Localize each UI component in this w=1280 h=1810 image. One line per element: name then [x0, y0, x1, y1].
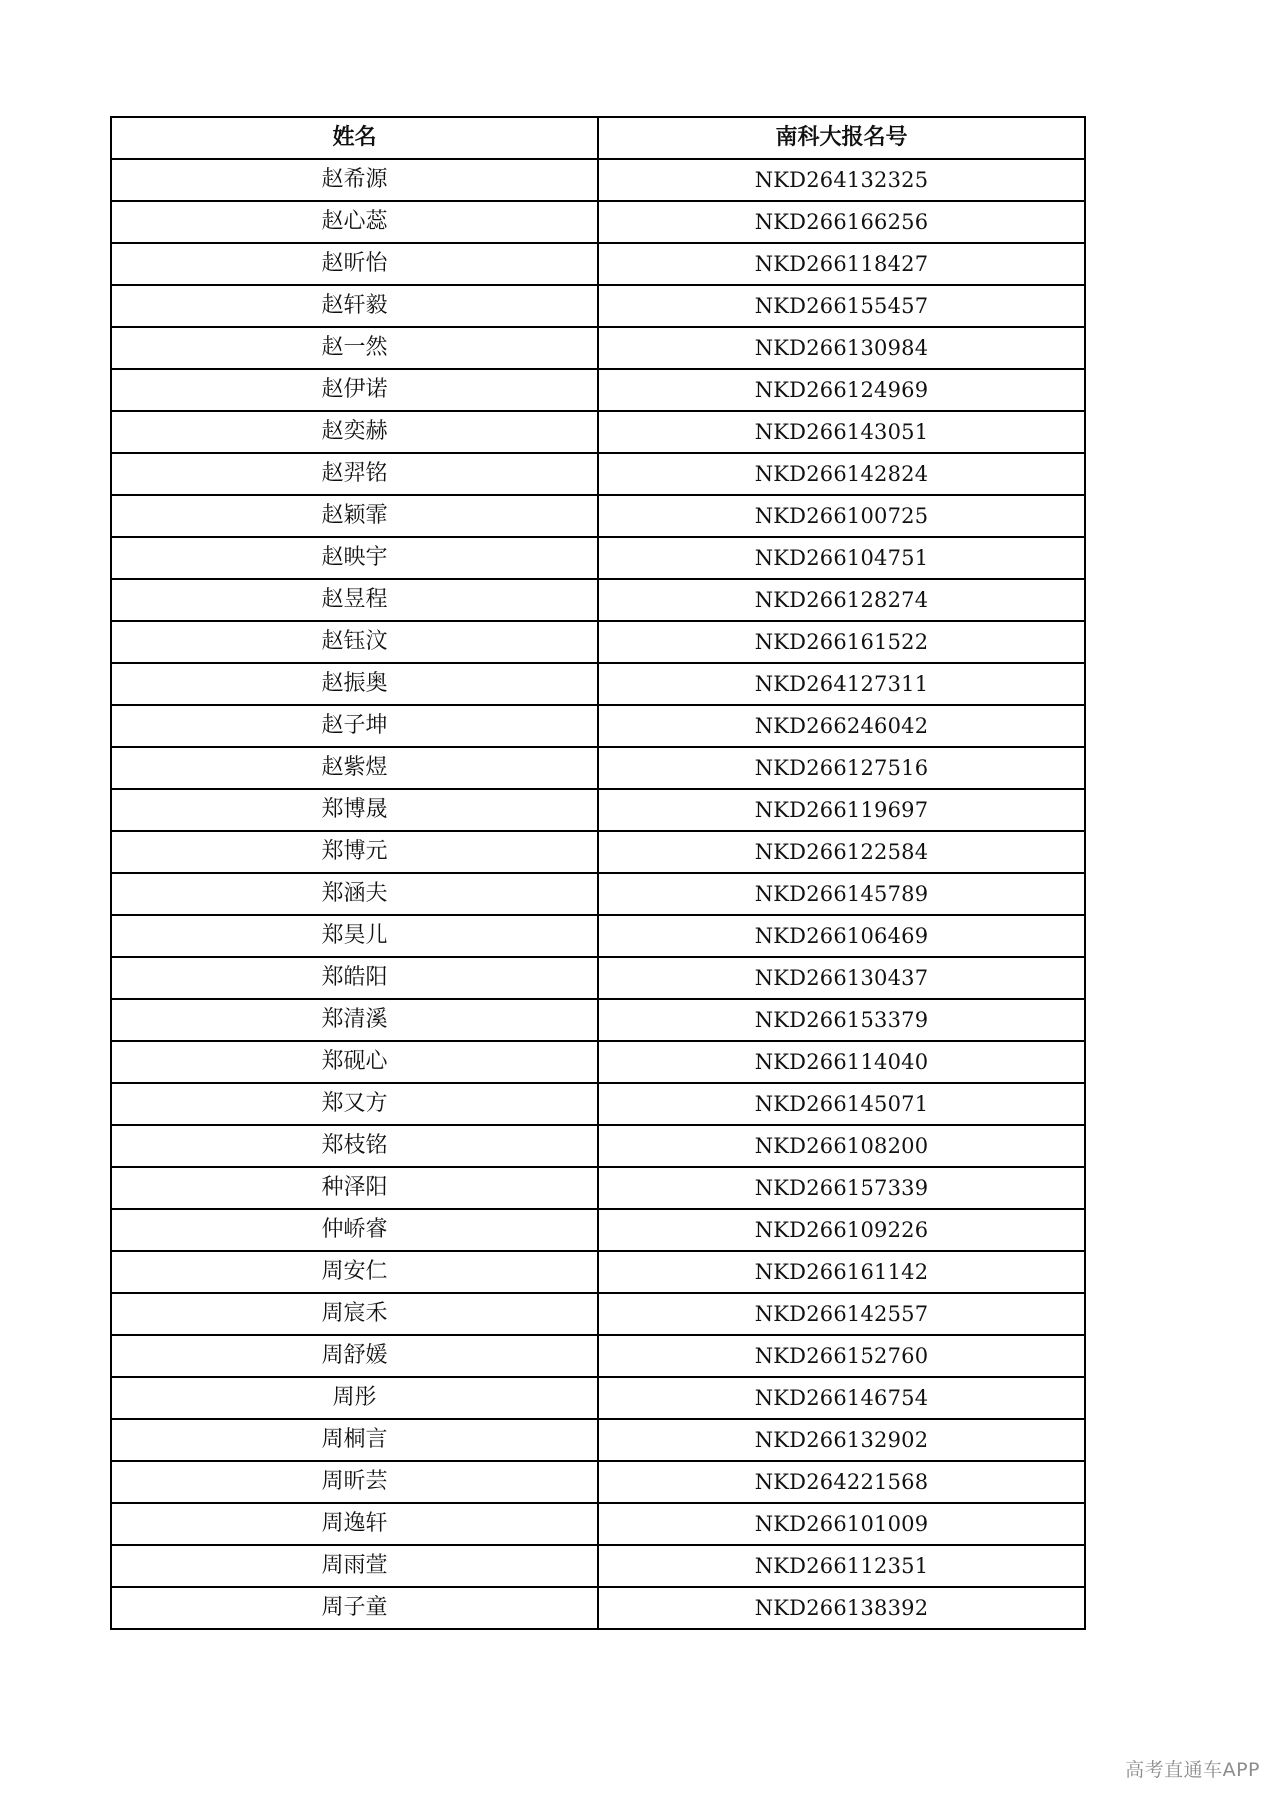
- student-name-cell: 郑博元: [111, 831, 598, 873]
- registration-number-cell: NKD266146754: [598, 1377, 1085, 1419]
- registration-number-cell: NKD266145071: [598, 1083, 1085, 1125]
- student-name-cell: 周子童: [111, 1587, 598, 1629]
- table-row: [111, 1083, 1085, 1125]
- student-name-cell: 赵奕赫: [111, 411, 598, 453]
- registration-number-cell: NKD266142824: [598, 453, 1085, 495]
- student-name-cell: 仲峤睿: [111, 1209, 598, 1251]
- table-row: [111, 873, 1085, 915]
- table-row: [111, 1293, 1085, 1335]
- table-row: [111, 537, 1085, 579]
- student-name-cell: 郑又方: [111, 1083, 598, 1125]
- table-row: [111, 201, 1085, 243]
- student-name-cell: 周彤: [111, 1377, 598, 1419]
- registration-number-cell: NKD266142557: [598, 1293, 1085, 1335]
- registration-number-cell: NKD266127516: [598, 747, 1085, 789]
- registration-number-cell: NKD266246042: [598, 705, 1085, 747]
- table-row: [111, 957, 1085, 999]
- table-row: [111, 1125, 1085, 1167]
- registration-number-cell: NKD266132902: [598, 1419, 1085, 1461]
- student-name-cell: 郑枝铭: [111, 1125, 598, 1167]
- name-column-header: 姓名: [111, 117, 598, 159]
- student-name-cell: 赵紫煜: [111, 747, 598, 789]
- registration-number-cell: NKD266166256: [598, 201, 1085, 243]
- registration-number-cell: NKD266106469: [598, 915, 1085, 957]
- admission-list-table-wrapper: [110, 116, 1084, 1630]
- student-name-cell: 赵羿铭: [111, 453, 598, 495]
- registration-number-cell: NKD266114040: [598, 1041, 1085, 1083]
- registration-number-cell: NKD266122584: [598, 831, 1085, 873]
- table-row: [111, 453, 1085, 495]
- registration-number-cell: NKD266124969: [598, 369, 1085, 411]
- registration-number-cell: NKD266130437: [598, 957, 1085, 999]
- table-row: [111, 663, 1085, 705]
- student-name-cell: 郑昊儿: [111, 915, 598, 957]
- registration-number-cell: NKD266119697: [598, 789, 1085, 831]
- student-name-cell: 周安仁: [111, 1251, 598, 1293]
- table-row: [111, 243, 1085, 285]
- student-name-cell: 赵昱程: [111, 579, 598, 621]
- student-name-cell: 赵子坤: [111, 705, 598, 747]
- table-row: [111, 1377, 1085, 1419]
- student-name-cell: 周舒媛: [111, 1335, 598, 1377]
- table-row: [111, 705, 1085, 747]
- student-name-cell: 赵心蕊: [111, 201, 598, 243]
- registration-number-cell: NKD266143051: [598, 411, 1085, 453]
- student-name-cell: 周逸轩: [111, 1503, 598, 1545]
- table-row: [111, 369, 1085, 411]
- registration-number-cell: NKD266138392: [598, 1587, 1085, 1629]
- student-name-cell: 赵轩毅: [111, 285, 598, 327]
- registration-number-cell: NKD266130984: [598, 327, 1085, 369]
- student-name-cell: 赵希源: [111, 159, 598, 201]
- registration-number-cell: NKD266155457: [598, 285, 1085, 327]
- registration-number-column-header: 南科大报名号: [598, 117, 1085, 159]
- table-row: [111, 747, 1085, 789]
- registration-number-cell: NKD266161522: [598, 621, 1085, 663]
- table-row: [111, 789, 1085, 831]
- student-name-cell: 种泽阳: [111, 1167, 598, 1209]
- student-name-cell: 赵一然: [111, 327, 598, 369]
- registration-number-cell: NKD266100725: [598, 495, 1085, 537]
- student-name-cell: 周昕芸: [111, 1461, 598, 1503]
- table-row: [111, 1251, 1085, 1293]
- student-name-cell: 郑清溪: [111, 999, 598, 1041]
- table-row: [111, 1041, 1085, 1083]
- table-row: [111, 1461, 1085, 1503]
- table-row: [111, 1419, 1085, 1461]
- registration-number-cell: NKD266112351: [598, 1545, 1085, 1587]
- table-row: [111, 1335, 1085, 1377]
- registration-number-cell: NKD266109226: [598, 1209, 1085, 1251]
- table-row: [111, 831, 1085, 873]
- table-row: [111, 579, 1085, 621]
- registration-number-cell: NKD266101009: [598, 1503, 1085, 1545]
- student-name-cell: 赵昕怡: [111, 243, 598, 285]
- student-name-cell: 赵颖霏: [111, 495, 598, 537]
- student-name-cell: 赵伊诺: [111, 369, 598, 411]
- table-row: [111, 1545, 1085, 1587]
- registration-number-cell: NKD266108200: [598, 1125, 1085, 1167]
- table-row: [111, 1167, 1085, 1209]
- table-row: [111, 495, 1085, 537]
- registration-number-cell: NKD264132325: [598, 159, 1085, 201]
- student-name-cell: 赵振奥: [111, 663, 598, 705]
- student-name-cell: 周桐言: [111, 1419, 598, 1461]
- watermark-text: 高考直通车APP: [1125, 1759, 1260, 1781]
- registration-number-cell: NKD266157339: [598, 1167, 1085, 1209]
- student-name-cell: 郑砚心: [111, 1041, 598, 1083]
- registration-number-cell: NKD266104751: [598, 537, 1085, 579]
- student-name-cell: 郑涵夫: [111, 873, 598, 915]
- student-name-cell: 郑皓阳: [111, 957, 598, 999]
- registration-number-cell: NKD266128274: [598, 579, 1085, 621]
- table-row: [111, 1209, 1085, 1251]
- student-name-cell: 赵映宇: [111, 537, 598, 579]
- table-row: [111, 285, 1085, 327]
- table-row: [111, 1587, 1085, 1629]
- registration-number-cell: NKD266118427: [598, 243, 1085, 285]
- table-row: [111, 621, 1085, 663]
- admission-list-table: [110, 116, 1086, 1630]
- registration-number-cell: NKD266145789: [598, 873, 1085, 915]
- table-row: [111, 915, 1085, 957]
- table-row: [111, 1503, 1085, 1545]
- student-name-cell: 郑博晟: [111, 789, 598, 831]
- table-row: [111, 327, 1085, 369]
- table-header: [111, 117, 1085, 159]
- registration-number-cell: NKD264127311: [598, 663, 1085, 705]
- table-row: [111, 999, 1085, 1041]
- student-name-cell: 周雨萱: [111, 1545, 598, 1587]
- table-row: [111, 159, 1085, 201]
- table-body: [111, 159, 1085, 1629]
- table-row: [111, 411, 1085, 453]
- student-name-cell: 周宸禾: [111, 1293, 598, 1335]
- student-name-cell: 赵钰汶: [111, 621, 598, 663]
- registration-number-cell: NKD266153379: [598, 999, 1085, 1041]
- registration-number-cell: NKD266152760: [598, 1335, 1085, 1377]
- registration-number-cell: NKD266161142: [598, 1251, 1085, 1293]
- header-row: [111, 117, 1085, 159]
- registration-number-cell: NKD264221568: [598, 1461, 1085, 1503]
